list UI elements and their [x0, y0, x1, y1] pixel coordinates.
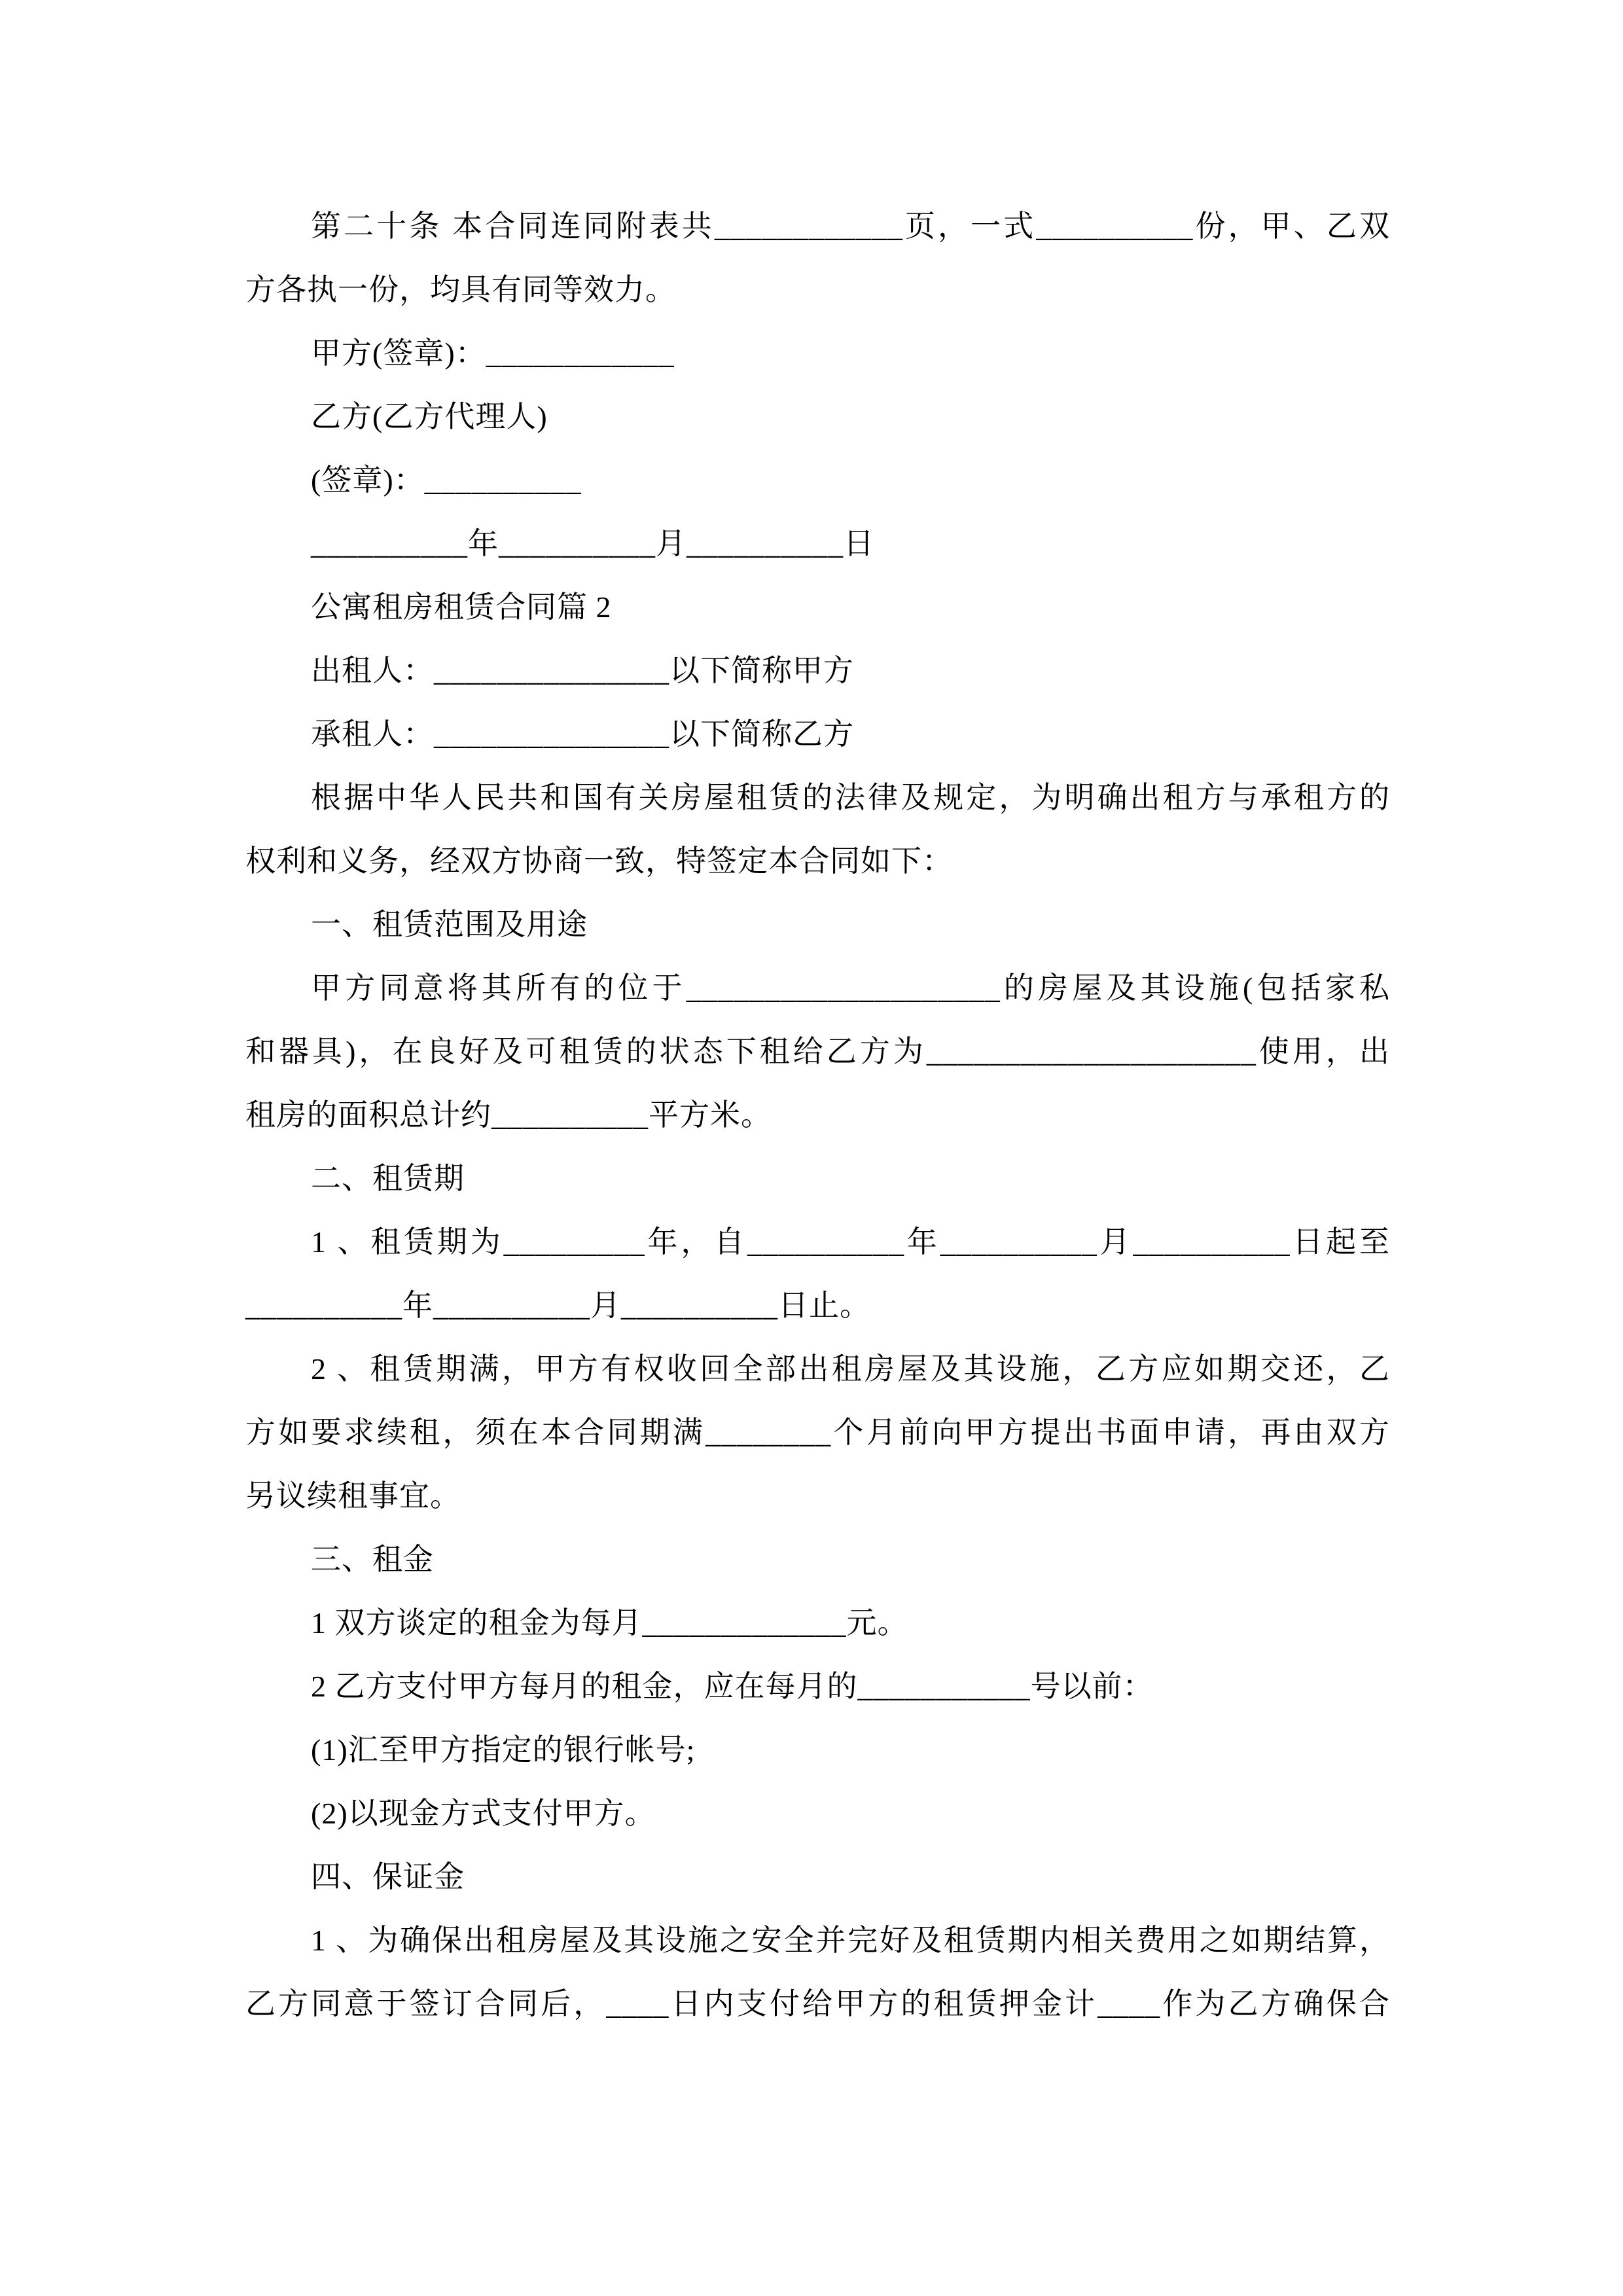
contract-line: 出租人：_______________以下简称甲方	[311, 654, 854, 687]
contract-line: 承租人：_______________以下简称乙方	[311, 717, 854, 751]
contract-line: 甲方(签章)：____________	[311, 336, 675, 370]
contract-line: (1)汇至甲方指定的银行帐号;	[311, 1733, 696, 1767]
contract-line: 一、租赁范围及用途	[311, 908, 588, 941]
contract-line: 另议续租事宜。	[245, 1479, 461, 1513]
contract-line: 2 乙方支付甲方每月的租金，应在每月的___________号以前：	[311, 1670, 1154, 1703]
contract-line: 根据中华人民共和国有关房屋租赁的法律及规定，为明确出租方与承租方的	[311, 781, 1390, 814]
contract-line: 1 、租赁期为_________年，自__________年__________月__________日起至	[311, 1225, 1390, 1259]
contract-line: (签章)：__________	[311, 463, 582, 497]
contract-line: 和器具)，在良好及可租赁的状态下租给乙方为_____________________使用，出	[245, 1035, 1390, 1068]
contract-line: (2)以现金方式支付甲方。	[311, 1797, 656, 1830]
contract-line: 甲方同意将其所有的位于____________________的房屋及其设施(包括家私	[311, 971, 1390, 1005]
contract-line: __________年__________月__________日止。	[245, 1289, 870, 1322]
contract-line: 乙方同意于签订合同后，____日内支付给甲方的租赁押金计____作为乙方确保合	[245, 1987, 1390, 2020]
contract-line: 公寓租房租赁合同篇 2	[311, 590, 612, 624]
contract-line: 三、租金	[311, 1543, 434, 1576]
contract-line: 1 、为确保出租房屋及其设施之安全并完好及租赁期内相关费用之如期结算，	[311, 1924, 1390, 1957]
contract-line: 第二十条 本合同连同附表共____________页，一式__________份，甲、乙双	[311, 209, 1390, 243]
contract-line: 方如要求续租，须在本合同期满________个月前向甲方提出书面申请，再由双方	[245, 1416, 1390, 1449]
contract-line: 二、租赁期	[311, 1162, 465, 1195]
contract-line: 四、保证金	[311, 1860, 465, 1893]
contract-body	[245, 194, 1390, 2036]
contract-line: 1 双方谈定的租金为每月_____________元。	[311, 1606, 908, 1640]
contract-line: 乙方(乙方代理人)	[311, 400, 548, 433]
contract-line: 租房的面积总计约__________平方米。	[245, 1098, 772, 1132]
contract-line: __________年__________月__________日	[311, 527, 874, 560]
contract-line: 方各执一份，均具有同等效力。	[245, 273, 676, 306]
contract-line: 2 、租赁期满，甲方有权收回全部出租房屋及其设施，乙方应如期交还，乙	[311, 1352, 1390, 1386]
contract-line: 权利和义务，经双方协商一致，特签定本合同如下：	[245, 844, 953, 878]
